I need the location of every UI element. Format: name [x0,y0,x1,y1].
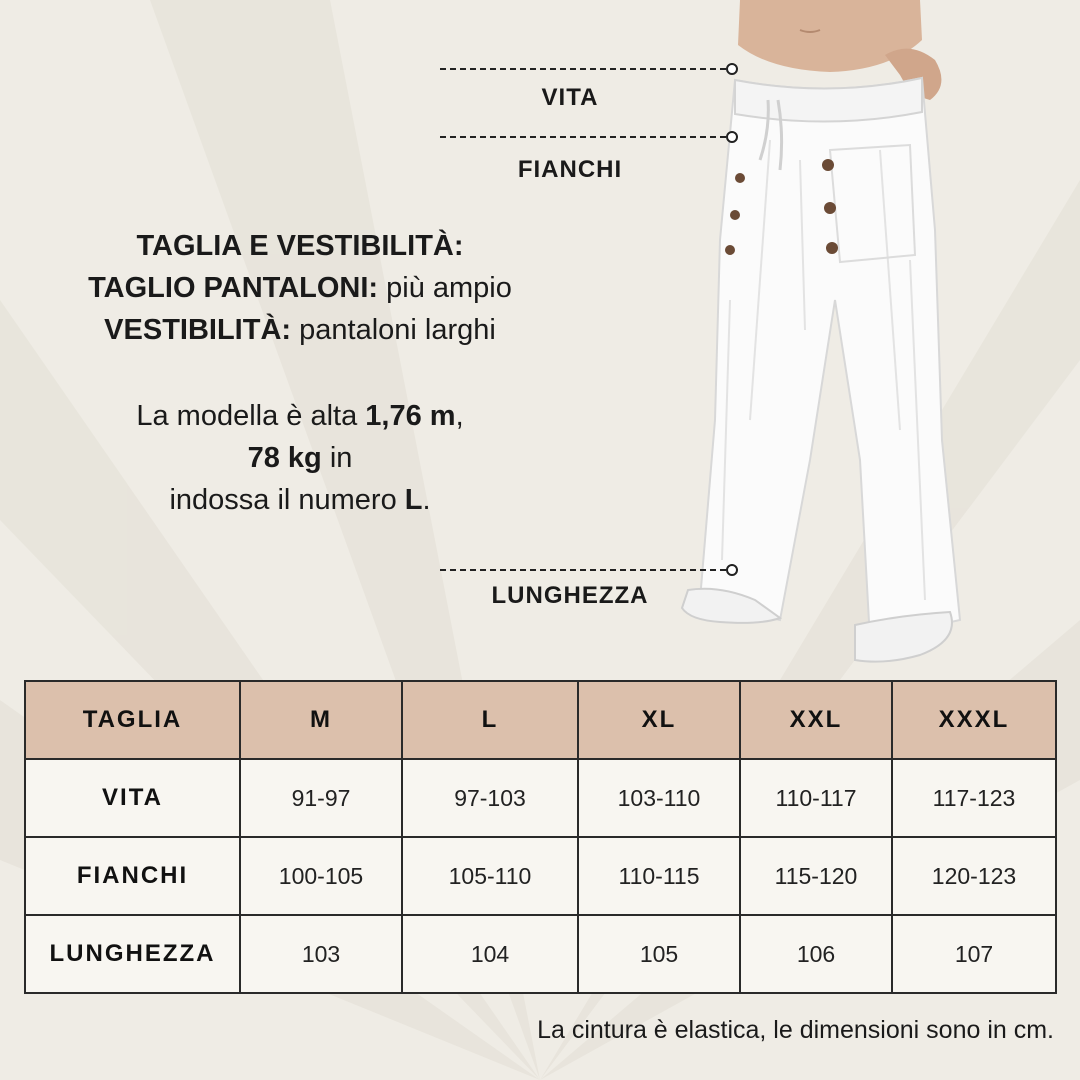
hips-marker [440,130,740,144]
dashed-line [440,569,726,571]
model-height-line: La modella è alta 1,76 m, [136,400,464,432]
table-cell: 105-110 [402,837,578,915]
table-header-row [25,681,1056,759]
fit-line: VESTIBILITÀ: pantaloni larghi [104,314,496,346]
table-cell: 110-115 [578,837,740,915]
row-label-length: LUNGHEZZA [25,915,240,993]
table-cell: 107 [892,915,1056,993]
hips-label: FIANCHI [517,156,623,183]
row-label-waist: VITA [25,759,240,837]
table-cell: 115-120 [740,837,892,915]
fit-heading: TAGLIA E VESTIBILITÀ: [136,230,464,262]
table-cell: 110-117 [740,759,892,837]
header-m: M [240,681,402,759]
table-row [25,837,1056,915]
marker-dot-icon [726,564,738,576]
header-xxxl: XXXL [892,681,1056,759]
table-cell: 120-123 [892,837,1056,915]
product-photo [660,0,1080,680]
cut-line: TAGLIO PANTALONI: più ampio [88,272,512,304]
header-xxl: XXL [740,681,892,759]
fit-info [30,225,570,351]
model-size-line: indossa il numero L. [169,484,431,516]
marker-dot-icon [726,63,738,75]
table-cell: 100-105 [240,837,402,915]
table-cell: 106 [740,915,892,993]
header-size: TAGLIA [25,681,240,759]
size-table [24,680,1057,994]
marker-dot-icon [726,131,738,143]
header-xl: XL [578,681,740,759]
length-label: LUNGHEZZA [491,582,649,609]
table-cell: 105 [578,915,740,993]
table-cell: 117-123 [892,759,1056,837]
table-cell: 97-103 [402,759,578,837]
length-marker [440,563,740,577]
dashed-line [440,136,726,138]
table-row [25,759,1056,837]
table-row [25,915,1056,993]
table-cell: 104 [402,915,578,993]
table-cell: 103-110 [578,759,740,837]
model-weight-line: 78 kg in [247,442,353,474]
dashed-line [440,68,726,70]
model-info [30,395,570,521]
row-label-hips: FIANCHI [25,837,240,915]
footnote: La cintura è elastica, le dimensioni sono in cm. [537,1016,1054,1044]
waist-label: VITA [541,84,599,111]
header-l: L [402,681,578,759]
table-cell: 103 [240,915,402,993]
table-cell: 91-97 [240,759,402,837]
waist-marker [440,62,740,76]
